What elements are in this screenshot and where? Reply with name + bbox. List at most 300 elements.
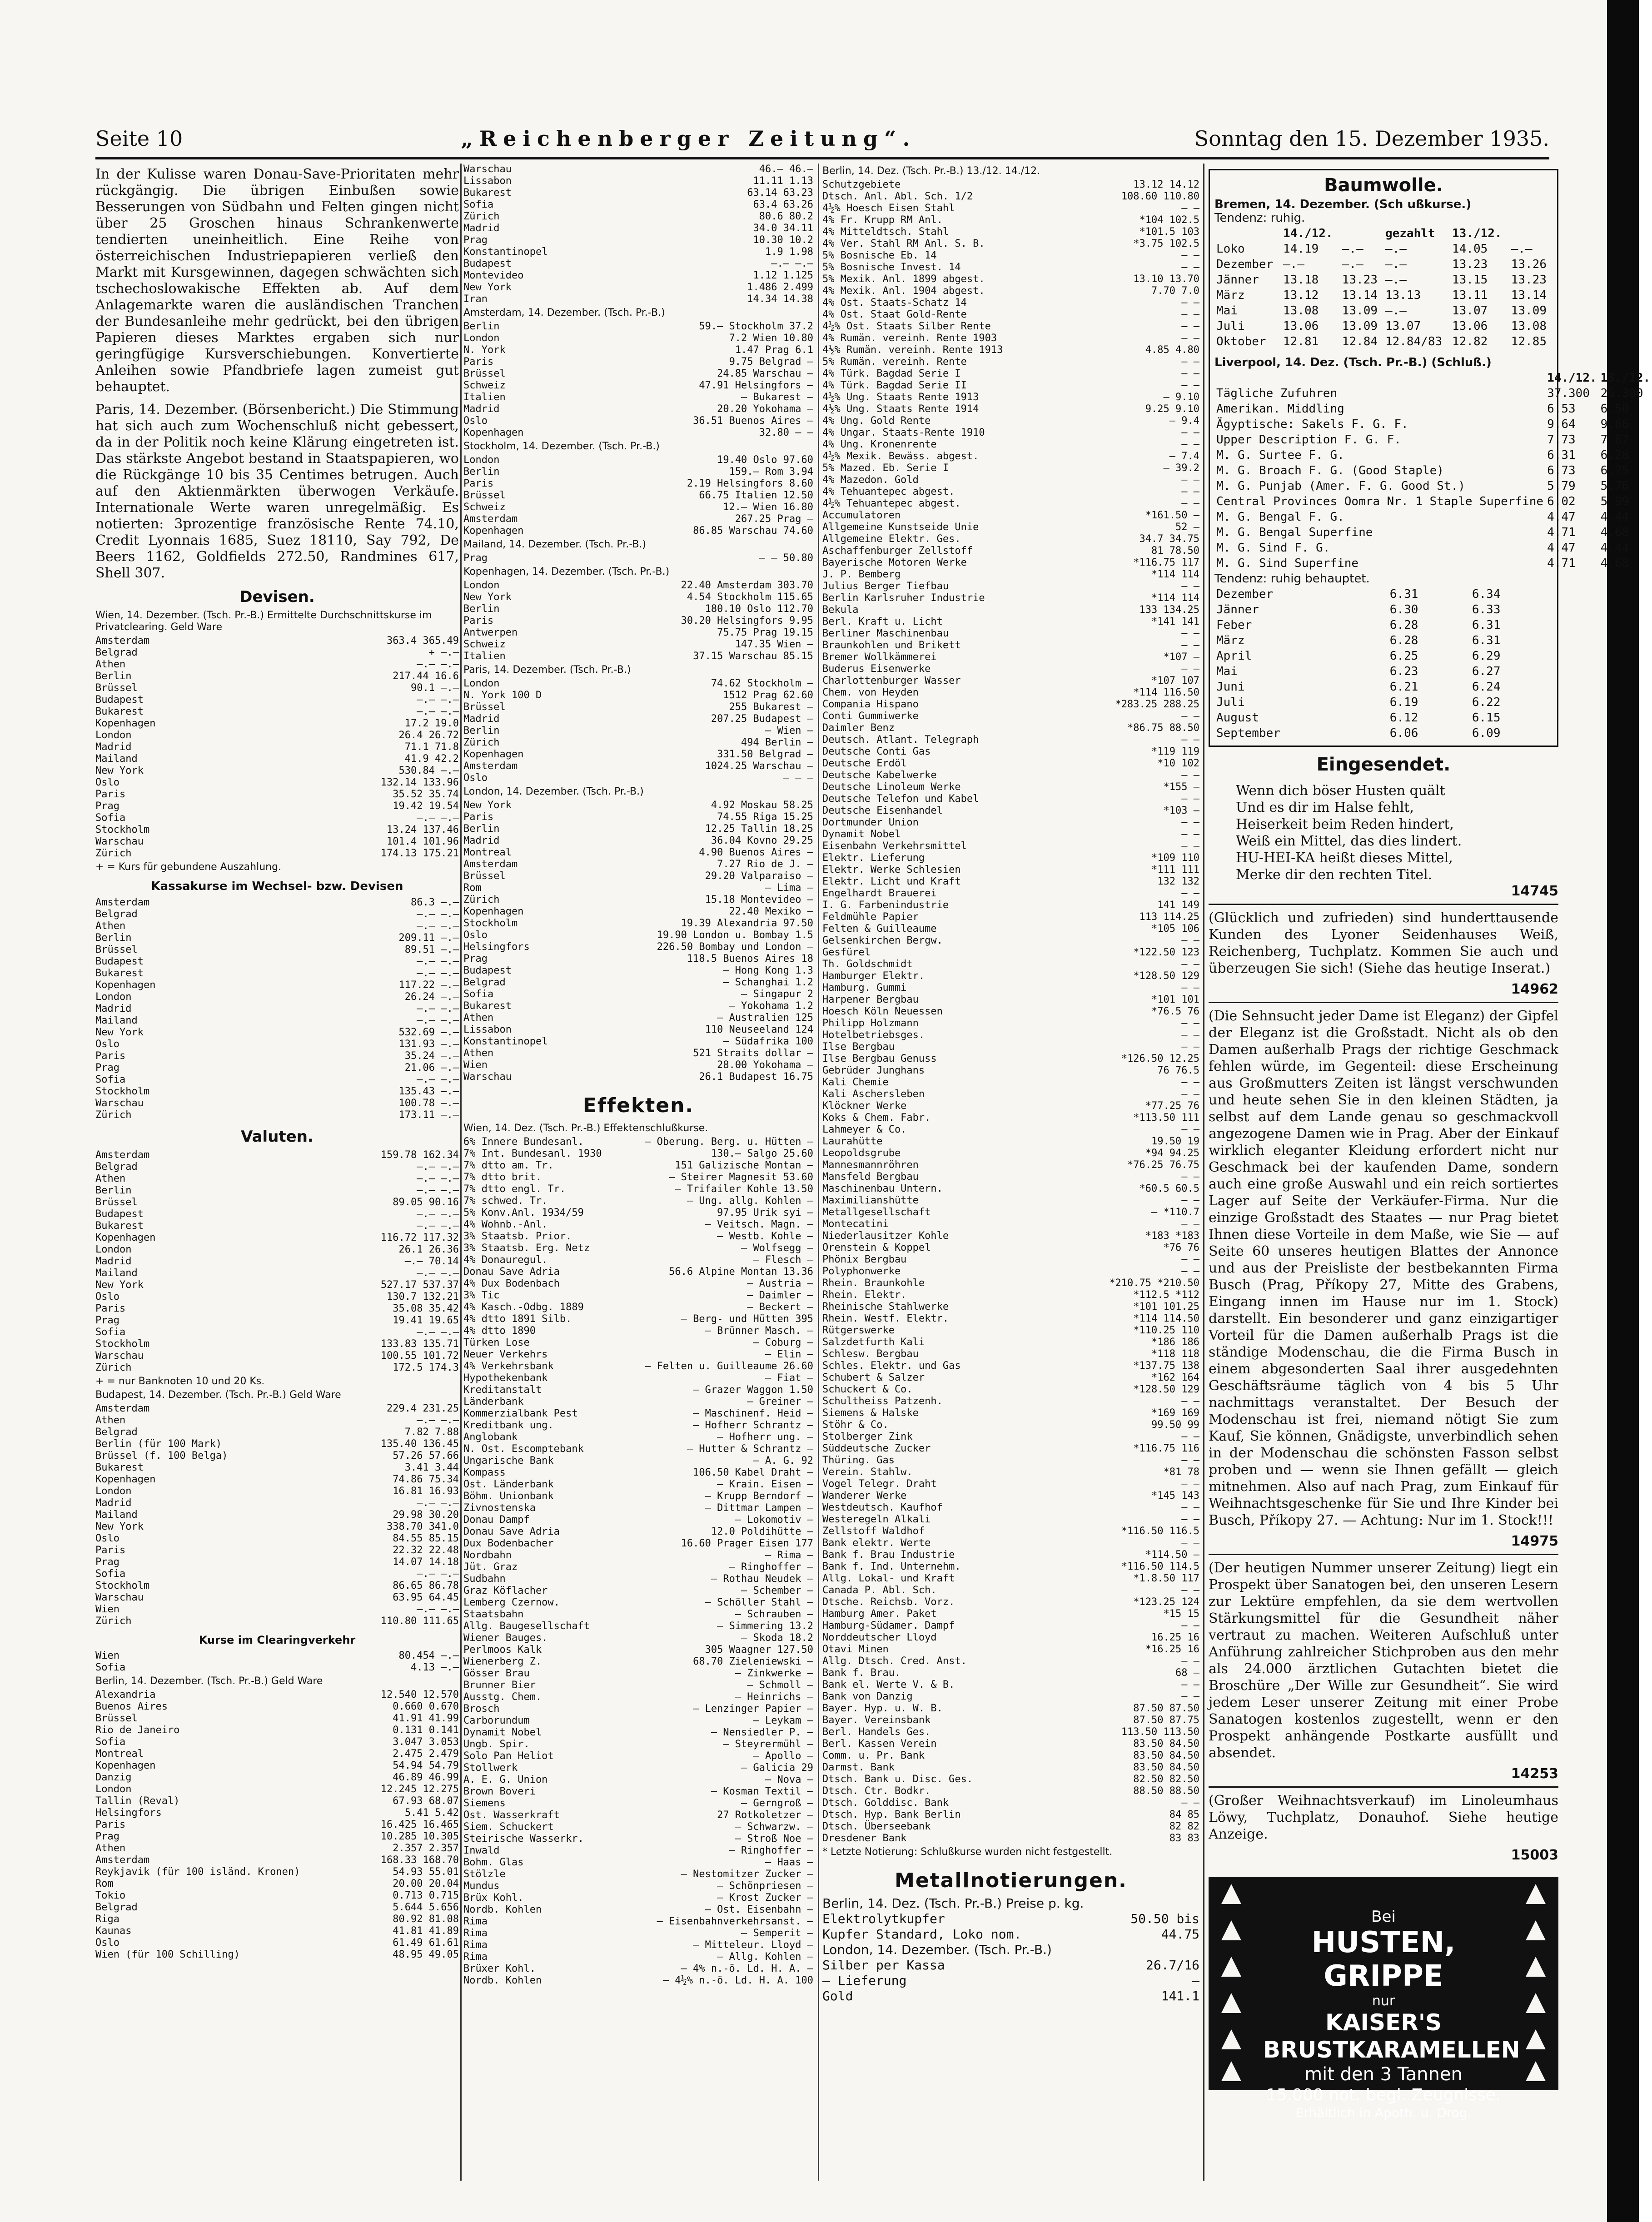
row-values: 338.70 341.0	[387, 1521, 459, 1532]
row-label: Danzig	[95, 1772, 132, 1783]
row-values: —.— —.—	[771, 258, 813, 269]
row-label: Athen	[95, 659, 126, 670]
table-row	[463, 187, 813, 199]
table-row	[822, 781, 1199, 793]
table-row	[1214, 556, 1652, 571]
table-row	[463, 615, 813, 627]
row-values: 16.60 Prager Eisen 177	[681, 1538, 813, 1549]
row-values: — —	[1181, 1514, 1199, 1525]
row-values: 11.11 1.13	[753, 175, 813, 187]
table-row	[822, 1431, 1199, 1443]
table-row	[1214, 272, 1552, 288]
effekten-heading: Effekten.	[582, 1094, 694, 1117]
table-row	[822, 923, 1199, 935]
table-row	[95, 1327, 459, 1338]
row-values: 41.81 41.89	[393, 1925, 459, 1937]
row-label: Rhein. Elektr.	[822, 1289, 907, 1301]
row-label: Orenstein & Koppel	[822, 1242, 931, 1253]
row-values: *116.75 117	[1133, 557, 1199, 568]
table-row	[95, 741, 459, 753]
row-values: —.— 70.14	[404, 1256, 459, 1267]
row-label: Helsingfors	[95, 1807, 162, 1819]
row-values: — Mitteleur. Lloyd —	[693, 1939, 813, 1951]
row-label: Helsingfors	[463, 941, 530, 953]
row-label: Bukarest	[95, 706, 144, 717]
row-values: 132.14 133.96	[380, 777, 459, 788]
row-values: 4.13 —.—	[411, 1662, 459, 1673]
table-row	[822, 687, 1199, 699]
london-metal-heading: London, 14. Dezember. (Tsch. Pr.-B.)	[822, 1942, 1052, 1957]
london-rates-heading: London, 14. Dezember. (Tsch. Pr.-B.)	[463, 786, 644, 797]
row-values: 10.30 10.2	[753, 234, 813, 246]
row-values: 4.54 Stockholm 115.65	[687, 592, 813, 603]
table-row	[95, 1197, 459, 1208]
table-cell: 4.68	[1600, 557, 1629, 570]
row-values: — — —	[783, 772, 813, 784]
row-values: 19.50 19	[1151, 1136, 1199, 1147]
row-label: 4% Mexik. Anl. 1904 abgest.	[822, 285, 985, 297]
table-row	[822, 711, 1199, 722]
tree-icon	[1218, 2027, 1245, 2054]
row-label: Madrid	[95, 741, 132, 753]
row-label: Reykjavik (für 100 isländ. Kronen)	[95, 1866, 300, 1878]
row-values: 5.41 5.42	[404, 1807, 459, 1819]
row-values: — —	[1181, 581, 1199, 592]
table-cell: M. G. Surtee F. G.	[1216, 448, 1344, 462]
table-cell: 6.75	[1600, 464, 1629, 477]
row-label: Dtsch. Anl. Abl. Sch. 1/2	[822, 191, 973, 202]
row-values: *103 —	[1163, 805, 1199, 816]
table-cell: 4.47	[1547, 541, 1576, 555]
row-values: 76 76.5	[1157, 1065, 1199, 1076]
row-label: Silber per Kassa	[822, 1958, 945, 1973]
table-row	[463, 1833, 813, 1845]
table-row	[95, 920, 459, 932]
row-label: New York	[463, 282, 512, 293]
row-label: Bank von Danzig	[822, 1691, 913, 1702]
row-label: Mailand	[95, 1509, 138, 1521]
row-label: Budapest	[463, 965, 512, 976]
page-header	[95, 123, 1549, 154]
row-values: 117.22 —.—	[398, 979, 459, 991]
row-values: 147.35 Wien —	[735, 639, 813, 650]
ad-line: HUSTEN, GRIPPE	[1311, 1926, 1456, 1993]
row-label: Rütgerswerke	[822, 1325, 895, 1336]
table-row	[822, 1537, 1199, 1549]
table-row	[463, 1514, 813, 1526]
row-values: 180.10 Oslo 112.70	[705, 603, 813, 615]
row-values: 44.75	[1161, 1927, 1199, 1942]
table-row	[822, 628, 1199, 640]
row-values: 2.357 2.357	[393, 1843, 459, 1854]
row-values: 363.4 365.49	[387, 635, 459, 646]
row-values: 28.00 Yokohama —	[717, 1059, 813, 1071]
row-label: 7% dtto brit.	[463, 1172, 542, 1183]
row-label: Sofia	[463, 199, 494, 210]
column-header: gezahlt	[1385, 227, 1435, 240]
row-values: — Haas —	[765, 1857, 813, 1868]
row-values: 83 83	[1169, 1833, 1199, 1844]
row-label: Sofia	[95, 1568, 126, 1580]
table-row	[822, 1644, 1199, 1655]
row-values: — —	[1181, 203, 1199, 214]
row-values: *114 116.50	[1133, 687, 1199, 698]
table-row	[463, 701, 813, 713]
table-row	[463, 1845, 813, 1857]
ad-line: mit den 3 Tannen	[1304, 2064, 1463, 2085]
row-values: 26.4 26.72	[398, 730, 459, 741]
row-values: 174.13 175.21	[380, 848, 459, 859]
table-row	[463, 175, 813, 187]
row-label: Prag	[95, 1315, 119, 1326]
row-label: Schweiz	[463, 502, 506, 513]
row-values: — —	[1181, 959, 1199, 970]
bremen-table	[1214, 226, 1552, 349]
table-row	[463, 1526, 813, 1538]
row-label: Deutsche Telefon und Kabel	[822, 793, 979, 805]
row-label: Montreal	[95, 1748, 144, 1760]
table-row	[95, 1062, 459, 1074]
row-values: 532.69 —.—	[398, 1027, 459, 1038]
row-label: Paris	[463, 356, 494, 368]
table-row	[463, 1585, 813, 1597]
row-values: 83.50 84.50	[1133, 1738, 1199, 1750]
table-row	[463, 1857, 813, 1869]
row-values: 13.10 13.70	[1133, 273, 1199, 285]
row-values: *104 102.5	[1139, 214, 1199, 226]
row-label: Süddeutsche Zucker	[822, 1443, 931, 1454]
row-label: Berl. Handels Ges.	[822, 1726, 931, 1738]
row-label: Braunkohlen und Brikett	[822, 640, 961, 651]
table-cell: 26.300	[1600, 387, 1643, 400]
table-row	[95, 991, 459, 1003]
row-label: Prag	[463, 234, 488, 246]
row-label: Dtsch. Hyp. Bank Berlin	[822, 1809, 961, 1820]
tree-icon	[1522, 1918, 1549, 1945]
column-header: 14./12.	[1547, 371, 1597, 385]
table-row	[463, 965, 813, 977]
row-values: 12.25 Tallin 18.25	[705, 823, 813, 835]
tree-icon	[1522, 1881, 1549, 1909]
row-values: — Fiat —	[765, 1372, 813, 1384]
table-row	[463, 725, 813, 737]
row-label: Kopenhagen	[463, 427, 524, 438]
table-cell: 6.09	[1472, 726, 1501, 740]
row-values: — Stroß Noe —	[735, 1833, 813, 1844]
row-label: Amsterdam	[95, 635, 150, 646]
row-values: — —	[1181, 1018, 1199, 1029]
table-cell: 13.14	[1342, 288, 1378, 302]
row-values: 173.11 —.—	[398, 1109, 459, 1121]
tree-icon	[1218, 1990, 1245, 2018]
row-label: Athen	[95, 1415, 126, 1426]
table-cell: Mai	[1216, 304, 1238, 318]
table-row	[822, 1396, 1199, 1407]
row-label: Gesfürel	[822, 947, 871, 958]
row-values: 83.50 84.50	[1133, 1750, 1199, 1761]
row-label: London	[95, 1244, 132, 1255]
row-label: Dtsch. Überseebank	[822, 1821, 931, 1832]
row-label: Schutzgebiete	[822, 179, 901, 190]
row-label: Brüssel	[463, 870, 506, 882]
row-label: Gelsenkirchen Bergw.	[822, 935, 943, 946]
table-row	[822, 959, 1199, 970]
row-label: Westeregeln Alkali	[822, 1514, 931, 1525]
table-row	[463, 1254, 813, 1266]
table-cell: 5.99	[1600, 495, 1629, 508]
table-row	[822, 1171, 1199, 1183]
row-label: Stockholm	[95, 1338, 150, 1350]
row-label: Budapest	[463, 258, 512, 269]
row-label: New York	[463, 800, 512, 811]
row-label: Rhein. Westf. Elektr.	[822, 1313, 949, 1324]
row-values: 61.49 61.61	[393, 1937, 459, 1949]
row-label: Brüssel	[95, 1713, 138, 1724]
notice-busch-number: 14975	[1511, 1533, 1558, 1549]
row-label: Niederlausitzer Kohle	[822, 1230, 949, 1242]
row-values: *116.75 116	[1133, 1443, 1199, 1454]
row-label: 4½% Rumän. vereinh. Rente 1913	[822, 344, 1003, 356]
row-label: Zürich	[463, 211, 500, 222]
table-cell: 7.73	[1547, 433, 1576, 447]
london-metal-table	[822, 1958, 1199, 2004]
row-label: Philipp Holzmann	[822, 1018, 919, 1029]
row-values: 14.07 14.18	[393, 1556, 459, 1568]
table-row	[463, 894, 813, 906]
row-values: —	[1192, 1973, 1199, 1988]
row-label: N. York	[463, 344, 506, 356]
table-row	[463, 761, 813, 772]
row-label: Siemens & Halske	[822, 1407, 919, 1419]
row-label: 4% Türk. Bagdad Serie I	[822, 368, 961, 379]
row-values: —.— —.—	[417, 1015, 459, 1026]
row-label: Kopenhagen	[95, 1474, 156, 1485]
row-values: — —	[1181, 1041, 1199, 1053]
row-label: Sofia	[95, 1736, 126, 1748]
table-cell: Central Provinces Oomra Nr. 1 Staple Superfine	[1216, 495, 1544, 508]
issue-date: Sonntag den 15. Dezember 1935.	[1194, 126, 1549, 151]
row-label: Athen	[95, 1173, 126, 1184]
row-values: — Ost. Eisenbahn —	[705, 1904, 813, 1915]
table-row	[822, 1218, 1199, 1230]
table-row	[463, 1337, 813, 1349]
table-row	[822, 1124, 1199, 1136]
table-row	[95, 1521, 459, 1533]
table-row	[95, 1914, 459, 1925]
table-row	[95, 718, 459, 730]
row-label: Warschau	[463, 164, 512, 175]
table-row	[463, 1432, 813, 1443]
table-row	[463, 1036, 813, 1048]
table-cell: 6.29	[1472, 649, 1501, 663]
table-row	[463, 1024, 813, 1036]
table-row	[95, 1819, 459, 1831]
row-values: *116.50 114.5	[1121, 1561, 1199, 1572]
row-label: Oslo	[463, 930, 488, 941]
tree-icon	[1522, 2058, 1549, 2086]
table-row	[822, 1632, 1199, 1644]
table-row	[822, 699, 1199, 711]
row-values: — Bukarest —	[741, 392, 813, 403]
row-values: *183 *183	[1145, 1230, 1199, 1242]
table-row	[463, 1467, 813, 1479]
table-row	[1214, 241, 1552, 257]
row-label: Neuer Verkehrs	[463, 1349, 548, 1360]
row-values: 13.12 14.12	[1133, 179, 1199, 190]
row-label: Charlottenburger Wasser	[822, 675, 961, 686]
table-row	[822, 1266, 1199, 1278]
row-values: — —	[1181, 770, 1199, 781]
row-label: Sofia	[463, 989, 494, 1000]
row-label: Accumulatoren	[822, 510, 901, 521]
table-row	[463, 1479, 813, 1491]
table-row	[95, 1878, 459, 1890]
table-row	[463, 1302, 813, 1313]
table-row	[463, 525, 813, 537]
row-label: Klöckner Werke	[822, 1100, 907, 1112]
row-label: London	[463, 454, 500, 466]
row-label: Athen	[463, 1012, 494, 1024]
table-row	[463, 1727, 813, 1739]
table-row	[822, 415, 1199, 427]
row-label: Madrid	[95, 1003, 132, 1014]
table-row	[822, 970, 1199, 982]
row-values: — —	[1181, 1655, 1199, 1667]
row-values: 86.85 Warschau 74.60	[693, 525, 813, 537]
row-values: — Zinkwerke —	[735, 1668, 813, 1679]
row-label: Madrid	[463, 223, 500, 234]
table-row	[822, 640, 1199, 651]
row-label: Feldmühle Papier	[822, 911, 919, 923]
row-values: — Schönpriesen —	[717, 1880, 813, 1892]
row-values: — —	[1181, 817, 1199, 828]
row-values: 80.92 81.08	[393, 1914, 459, 1925]
row-values: 7.2 Wien 10.80	[729, 333, 813, 344]
table-row	[463, 1798, 813, 1809]
row-values: — Hutter & Schrantz —	[687, 1443, 813, 1455]
row-label: 4% Kasch.-Odbg. 1889	[463, 1302, 584, 1313]
table-row	[822, 1254, 1199, 1266]
table-row	[822, 569, 1199, 581]
row-values: *86.75 88.50	[1127, 722, 1199, 734]
table-row	[95, 1725, 459, 1736]
row-values: 4.92 Moskau 58.25	[711, 800, 813, 811]
row-values: 4.90 Buenos Aires —	[699, 847, 813, 858]
row-label: Dynamit Nobel	[822, 829, 901, 840]
budapest-table	[95, 1403, 459, 1627]
row-values: *114 114	[1151, 569, 1199, 580]
table-row	[822, 1561, 1199, 1573]
row-values: 16.425 16.465	[380, 1819, 459, 1830]
table-row	[95, 1701, 459, 1713]
row-label: Hamburger Elektr.	[822, 970, 925, 982]
table-row	[95, 1220, 459, 1232]
table-cell: Juli	[1216, 319, 1245, 333]
table-row	[822, 191, 1199, 203]
table-cell: 6.28	[1600, 448, 1629, 462]
row-label: Kreditbank ung.	[463, 1420, 554, 1431]
table-row	[95, 1173, 459, 1185]
bremen-heading: Bremen, 14. Dezember. (Sch ußkurse.)	[1214, 198, 1472, 211]
row-label: Siem. Schuckert	[463, 1821, 554, 1833]
row-values: 84 85	[1169, 1809, 1199, 1820]
table-row	[822, 758, 1199, 770]
row-label: Koks & Chem. Fabr.	[822, 1112, 931, 1123]
devisen-table	[95, 635, 459, 860]
table-row	[822, 545, 1199, 557]
table-cell: 5.76	[1600, 479, 1629, 493]
row-label: Oslo	[463, 415, 488, 427]
row-label: Paris	[95, 1819, 126, 1830]
table-row	[822, 1608, 1199, 1620]
table-row	[463, 258, 813, 270]
row-label: Paris	[463, 615, 494, 626]
row-values: 19.39 Alexandria 97.50	[681, 918, 813, 929]
table-cell: 6.31	[1547, 448, 1576, 462]
row-label: Dynamit Nobel	[463, 1727, 542, 1738]
row-values: 97.95 Urik syi —	[717, 1207, 813, 1218]
row-values: 1.486 2.499	[747, 282, 813, 293]
table-row	[822, 1573, 1199, 1585]
row-values: — Flesch —	[753, 1254, 813, 1266]
table-row	[95, 1650, 459, 1662]
row-label: Berlin	[463, 823, 500, 835]
table-row	[1214, 540, 1652, 556]
row-label: Wiener Bauges.	[463, 1632, 548, 1644]
row-values: 82.50 82.50	[1133, 1774, 1199, 1785]
row-label: 7% schwed. Tr.	[463, 1195, 548, 1207]
row-label: Paris	[95, 1303, 126, 1314]
table-row	[822, 581, 1199, 592]
row-values: 12.0 Poldihütte —	[711, 1526, 813, 1537]
row-values: — Lima —	[765, 882, 813, 894]
newspaper-title: „Reichenberger Zeitung“.	[461, 126, 916, 151]
row-values: *76 76	[1163, 1242, 1199, 1253]
row-values: 151 Galizische Montan —	[675, 1160, 813, 1171]
table-row	[822, 1100, 1199, 1112]
row-values: — —	[1181, 1077, 1199, 1088]
table-cell: 13.07	[1452, 304, 1488, 318]
row-values: — —	[1181, 474, 1199, 486]
row-values: 0.660 0.670	[393, 1701, 459, 1712]
table-row	[463, 1361, 813, 1372]
table-row	[463, 678, 813, 690]
table-cell: 6.73	[1547, 464, 1576, 477]
row-label: Ost. Wasserkraft	[463, 1809, 560, 1821]
table-row	[95, 647, 459, 659]
table-row	[822, 1703, 1199, 1715]
tree-icon	[1218, 1954, 1245, 1981]
row-values: 82 82	[1169, 1821, 1199, 1832]
row-values: 87.50 87.75	[1133, 1715, 1199, 1726]
table-row	[463, 513, 813, 525]
table-row	[822, 333, 1199, 344]
table-cell: M. G. Bengal F. G.	[1216, 510, 1344, 524]
table-row	[822, 1691, 1199, 1703]
row-label: Allgemeine Kunstseide Unie	[822, 522, 979, 533]
row-label: Kupfer Standard, Loko nom.	[822, 1927, 1022, 1942]
row-values: 36.04 Kovno 29.25	[711, 835, 813, 846]
table-row	[822, 888, 1199, 900]
row-values: — *110.7	[1151, 1207, 1199, 1218]
row-values: — —	[1181, 1679, 1199, 1690]
row-values: 9.25 9.10	[1145, 403, 1199, 415]
row-values: 0.131 0.141	[393, 1725, 459, 1736]
row-values: — —	[1181, 1502, 1199, 1513]
row-values: — Ung. allg. Kohlen —	[687, 1195, 813, 1207]
row-label: Deutsche Eisenhandel	[822, 805, 943, 816]
table-row	[1214, 587, 1552, 602]
